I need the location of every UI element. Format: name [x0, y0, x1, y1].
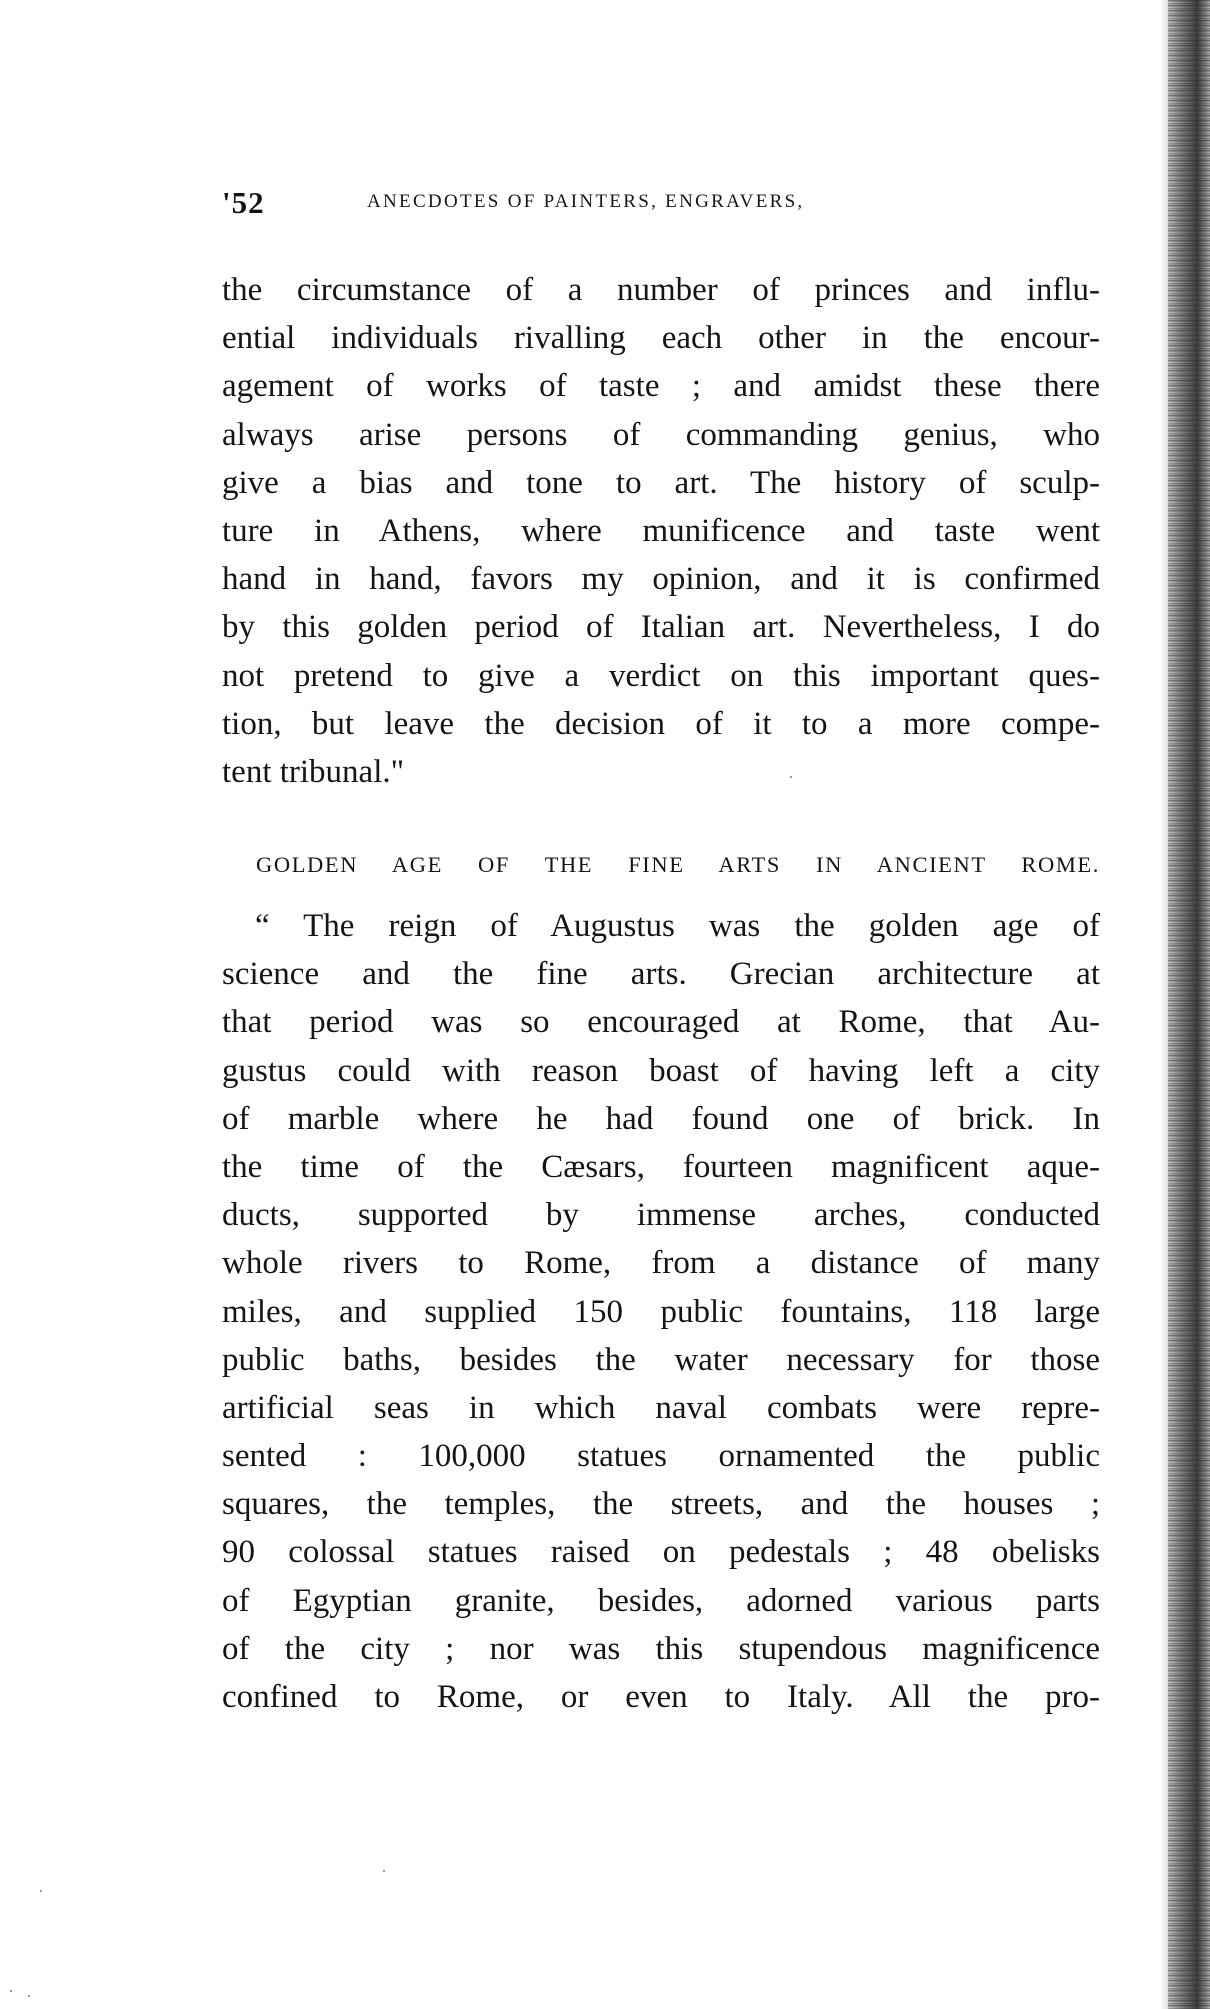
paper-speck	[40, 1890, 42, 1892]
paragraph-1	[222, 266, 1100, 796]
text-line: sented : 100,000 statues ornamented the public	[222, 1438, 1100, 1475]
text-line: the circumstance of a number of princes and influ-	[222, 272, 1100, 308]
text-line: squares, the temples, the streets, and the houses ;	[222, 1486, 1100, 1523]
text-line: of Egyptian granite, besides, adorned various parts	[222, 1582, 1100, 1619]
text-line: “ The reign of Augustus was the golden age of	[255, 908, 1100, 944]
page-number: '52	[222, 185, 265, 220]
text-line: that period was so encouraged at Rome, that Au-	[222, 1004, 1100, 1041]
paper-speck	[790, 776, 792, 778]
text-line: of the city ; nor was this stupendous magnificence	[222, 1630, 1100, 1667]
page-shadow	[1160, 0, 1168, 2009]
text-line: 90 colossal statues raised on pedestals ; 48 obelisks	[222, 1534, 1100, 1571]
text-line: tent tribunal."	[222, 753, 405, 790]
text-line: of marble where he had found one of brick. In	[222, 1100, 1100, 1137]
paper-speck	[28, 1995, 30, 1997]
text-line: always arise persons of commanding genius, who	[222, 416, 1100, 453]
text-line: science and the fine arts. Grecian architecture at	[222, 956, 1100, 993]
text-line: agement of works of taste ; and amidst these there	[222, 368, 1100, 405]
text-line: whole rivers to Rome, from a distance of many	[222, 1245, 1100, 1282]
text-line: ential individuals rivalling each other in the encour-	[222, 320, 1100, 357]
page-header	[222, 185, 1102, 225]
text-line: miles, and supplied 150 public fountains, 118 large	[222, 1293, 1100, 1330]
text-line: gustus could with reason boast of having left a city	[222, 1052, 1100, 1089]
text-line: not pretend to give a verdict on this important ques-	[222, 657, 1100, 694]
text-line: hand in hand, favors my opinion, and it is confirmed	[222, 561, 1100, 598]
text-line: artificial seas in which naval combats were repre-	[222, 1389, 1100, 1426]
running-title: ANECDOTES OF PAINTERS, ENGRAVERS,	[367, 191, 805, 212]
text-line: give a bias and tone to art. The history of sculp-	[222, 464, 1100, 501]
paper-speck	[10, 1990, 12, 1992]
paragraph-2	[222, 902, 1100, 1721]
text-line: ture in Athens, where munificence and taste went	[222, 512, 1100, 549]
text-line: ducts, supported by immense arches, conducted	[222, 1197, 1100, 1234]
paper-speck	[383, 1870, 385, 1872]
text-line: public baths, besides the water necessary for those	[222, 1341, 1100, 1378]
text-line: by this golden period of Italian art. Nevertheless, I do	[222, 609, 1100, 646]
section-heading: GOLDEN AGE OF THE FINE ARTS IN ANCIENT ROME.	[256, 852, 1100, 877]
text-line: confined to Rome, or even to Italy. All the pro-	[222, 1679, 1100, 1715]
text-line: tion, but leave the decision of it to a more compe-	[222, 705, 1100, 742]
page-edge-texture	[1168, 0, 1210, 2009]
text-line: the time of the Cæsars, fourteen magnificent aque-	[222, 1148, 1100, 1185]
